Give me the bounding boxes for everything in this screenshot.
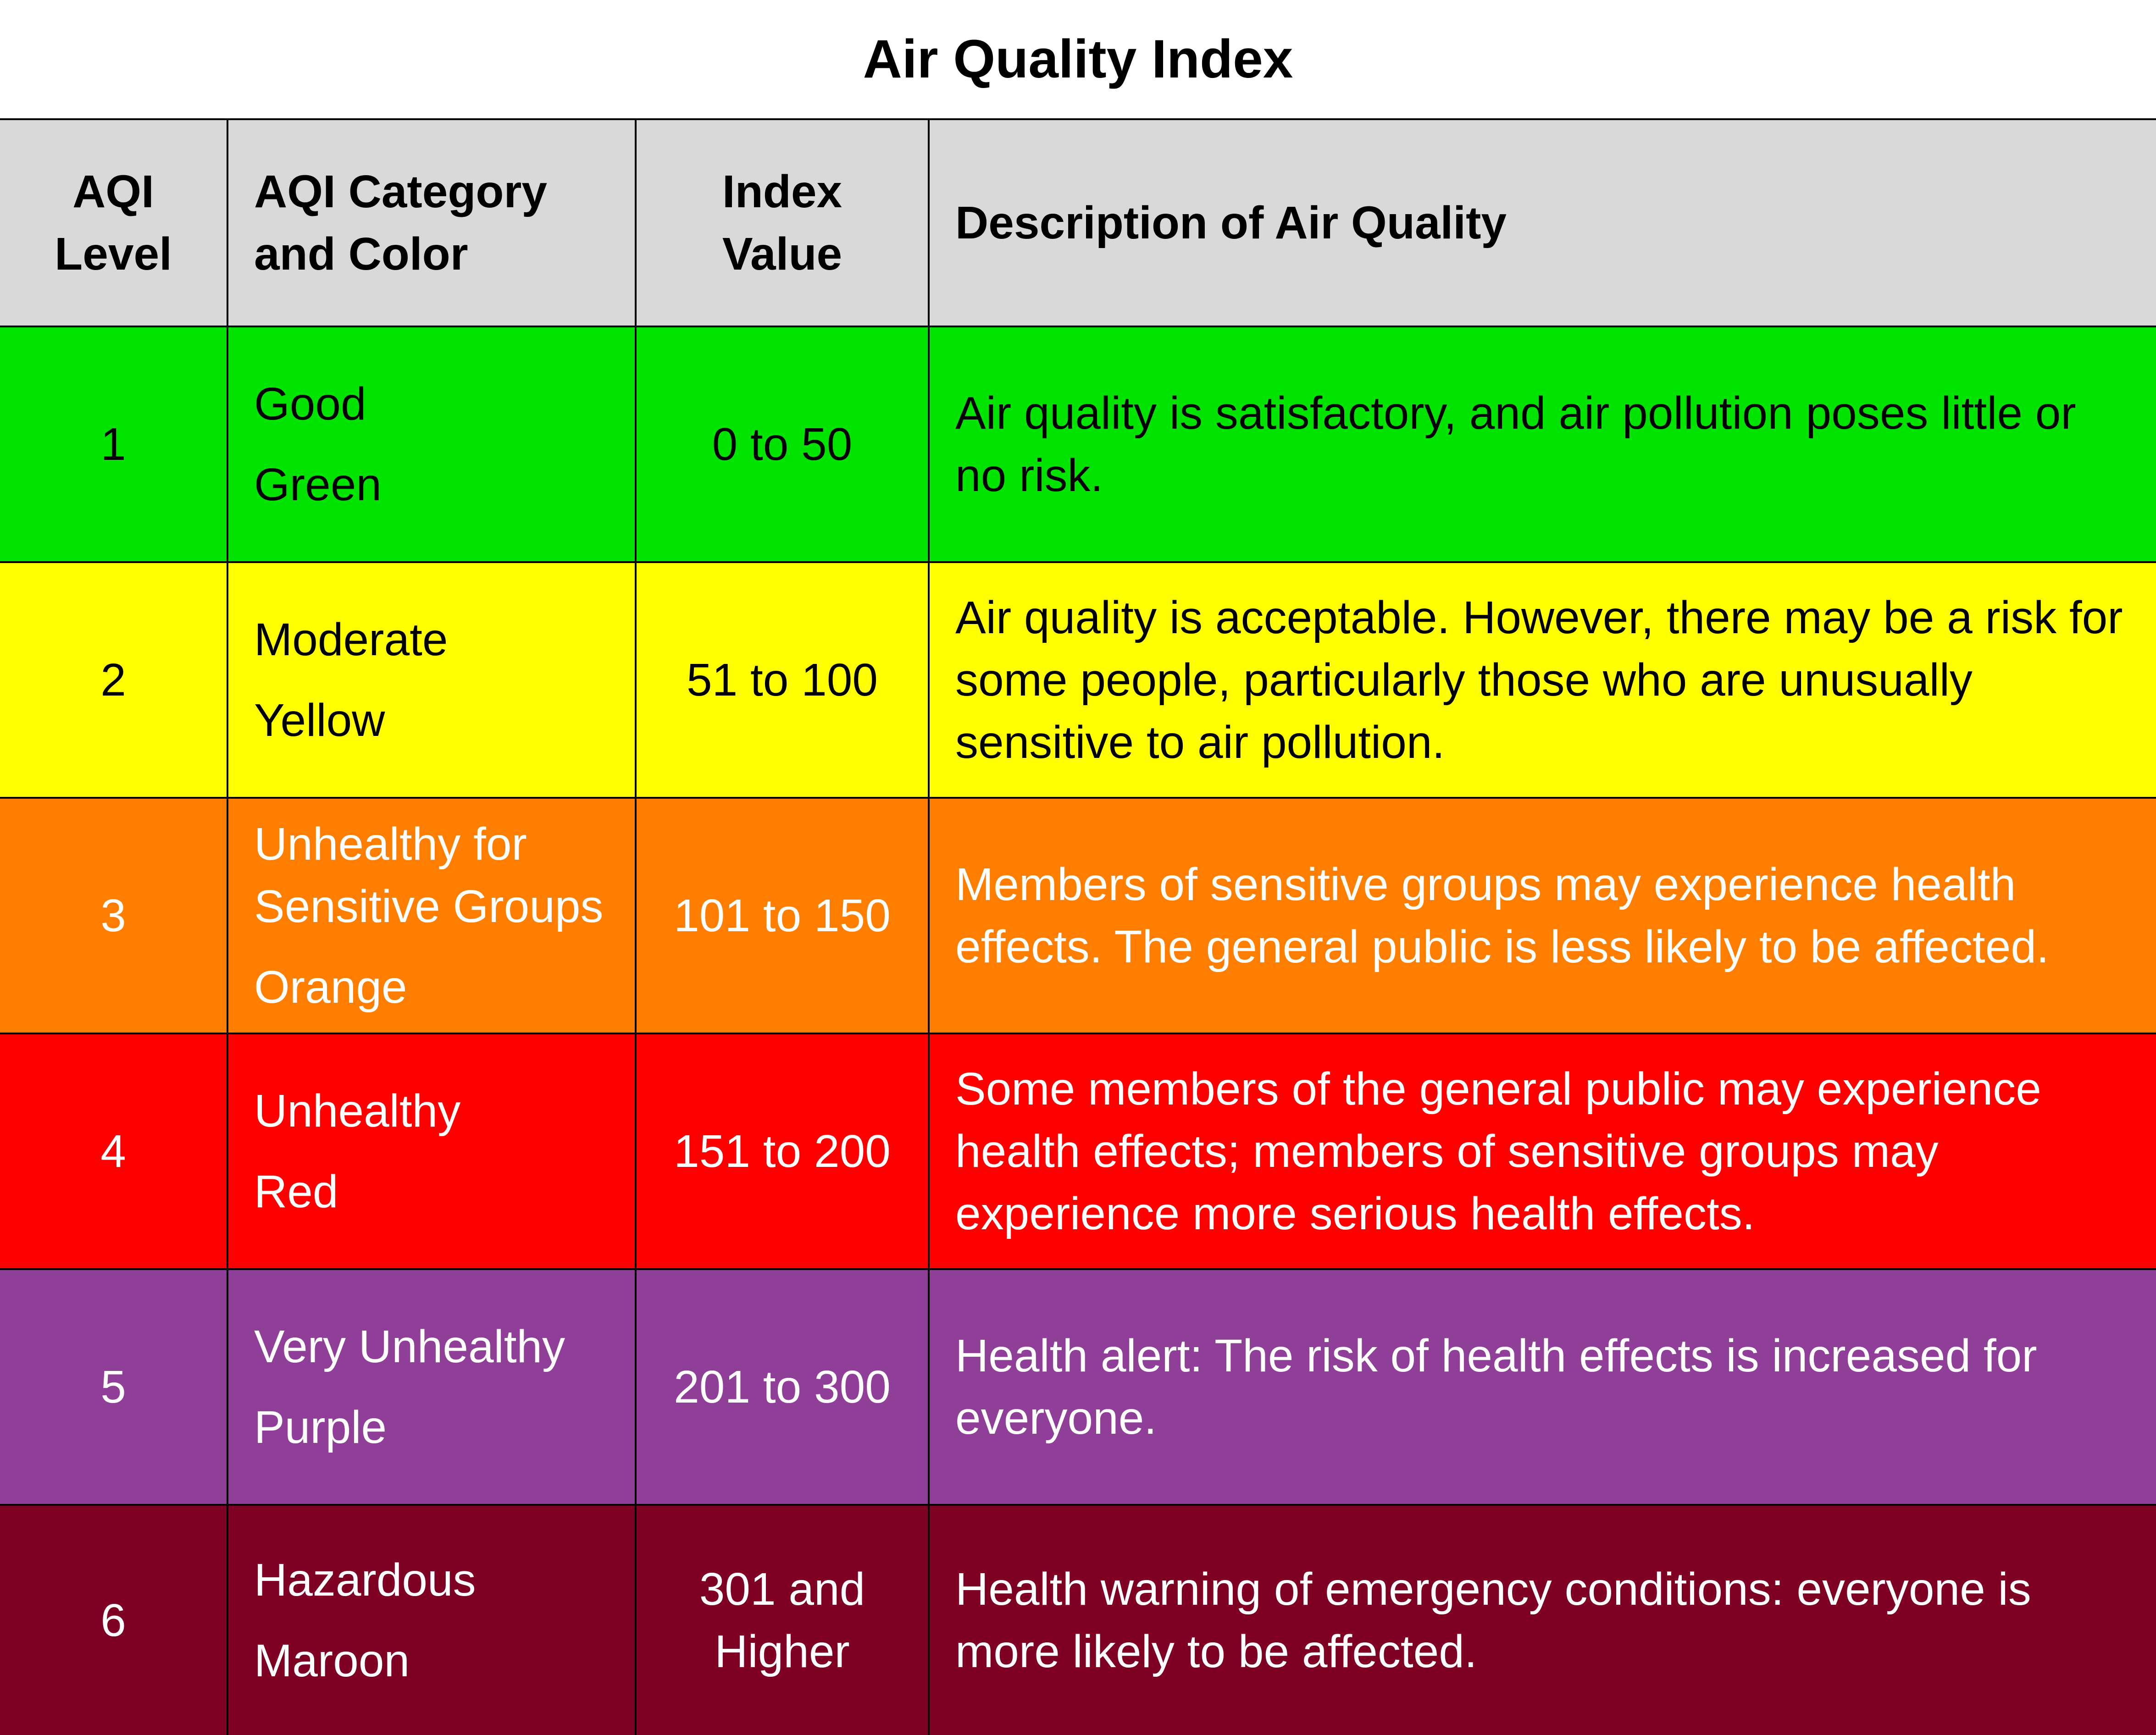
category-name: Hazardous xyxy=(254,1554,476,1606)
table-row xyxy=(0,798,2156,1033)
index-value-cell xyxy=(636,326,929,562)
index-value-line: 101 to 150 xyxy=(674,890,891,941)
table-row xyxy=(0,326,2156,562)
description-cell: Members of sensitive groups may experience health effects. The general public is less likely to be affected. xyxy=(929,798,2156,1033)
category-gap xyxy=(254,1142,626,1160)
description-cell: Air quality is acceptable. However, there may be a risk for some people, particularly those who are unusually sensitive to air pollution. xyxy=(929,562,2156,798)
aqi-level-cell: 5 xyxy=(0,1269,227,1505)
color-name: Yellow xyxy=(254,695,385,746)
index-value-cell xyxy=(636,798,929,1033)
index-value-cell xyxy=(636,1505,929,1735)
index-value-line: Higher xyxy=(715,1626,850,1677)
header-index-value: Index Value xyxy=(636,119,929,326)
color-name: Orange xyxy=(254,961,407,1013)
table-body xyxy=(0,326,2156,1735)
aqi-category-cell xyxy=(227,798,636,1033)
color-name: Green xyxy=(254,459,382,510)
aqi-level-cell: 3 xyxy=(0,798,227,1033)
category-name: Unhealthy for xyxy=(254,818,527,870)
category-gap xyxy=(254,938,626,956)
index-value-cell xyxy=(636,1269,929,1505)
category-name: Moderate xyxy=(254,614,448,665)
category-name: Sensitive Groups xyxy=(254,881,604,932)
aqi-level-cell: 2 xyxy=(0,562,227,798)
category-name: Very Unhealthy xyxy=(254,1321,565,1372)
table-row xyxy=(0,1033,2156,1269)
aqi-table xyxy=(0,118,2156,1735)
color-name: Purple xyxy=(254,1402,387,1453)
index-value-line: 0 to 50 xyxy=(712,419,853,470)
description-cell: Air quality is satisfactory, and air pollution poses little or no risk. xyxy=(929,326,2156,562)
description-cell: Health warning of emergency conditions: everyone is more likely to be affected. xyxy=(929,1505,2156,1735)
header-description: Description of Air Quality xyxy=(929,119,2156,326)
aqi-level-cell: 4 xyxy=(0,1033,227,1269)
category-gap xyxy=(254,435,626,453)
category-name: Good xyxy=(254,378,366,430)
aqi-level-cell: 1 xyxy=(0,326,227,562)
index-value-cell xyxy=(636,1033,929,1269)
aqi-category-cell xyxy=(227,562,636,798)
index-value-line: 201 to 300 xyxy=(674,1361,891,1413)
category-gap xyxy=(254,671,626,689)
header-aqi-category: AQI Category and Color xyxy=(227,119,636,326)
table-row xyxy=(0,1269,2156,1505)
category-gap xyxy=(254,1611,626,1630)
description-cell: Some members of the general public may experience health effects; members of sensitive groups may experience more serious health effects. xyxy=(929,1033,2156,1269)
category-name: Unhealthy xyxy=(254,1085,461,1137)
color-name: Red xyxy=(254,1166,338,1217)
index-value-line: 151 to 200 xyxy=(674,1126,891,1177)
aqi-category-cell xyxy=(227,1505,636,1735)
aqi-category-cell xyxy=(227,1033,636,1269)
table-row xyxy=(0,562,2156,798)
index-value-line: 301 and xyxy=(699,1564,865,1615)
category-gap xyxy=(254,1378,626,1396)
index-value-cell xyxy=(636,562,929,798)
table-header-row xyxy=(0,119,2156,326)
header-aqi-level: AQI Level xyxy=(0,119,227,326)
index-value-line: 51 to 100 xyxy=(686,654,878,706)
description-cell: Health alert: The risk of health effects is increased for everyone. xyxy=(929,1269,2156,1505)
aqi-category-cell xyxy=(227,1269,636,1505)
aqi-level-cell: 6 xyxy=(0,1505,227,1735)
table-row xyxy=(0,1505,2156,1735)
aqi-category-cell xyxy=(227,326,636,562)
page-title: Air Quality Index xyxy=(863,29,1293,89)
color-name: Maroon xyxy=(254,1635,410,1686)
